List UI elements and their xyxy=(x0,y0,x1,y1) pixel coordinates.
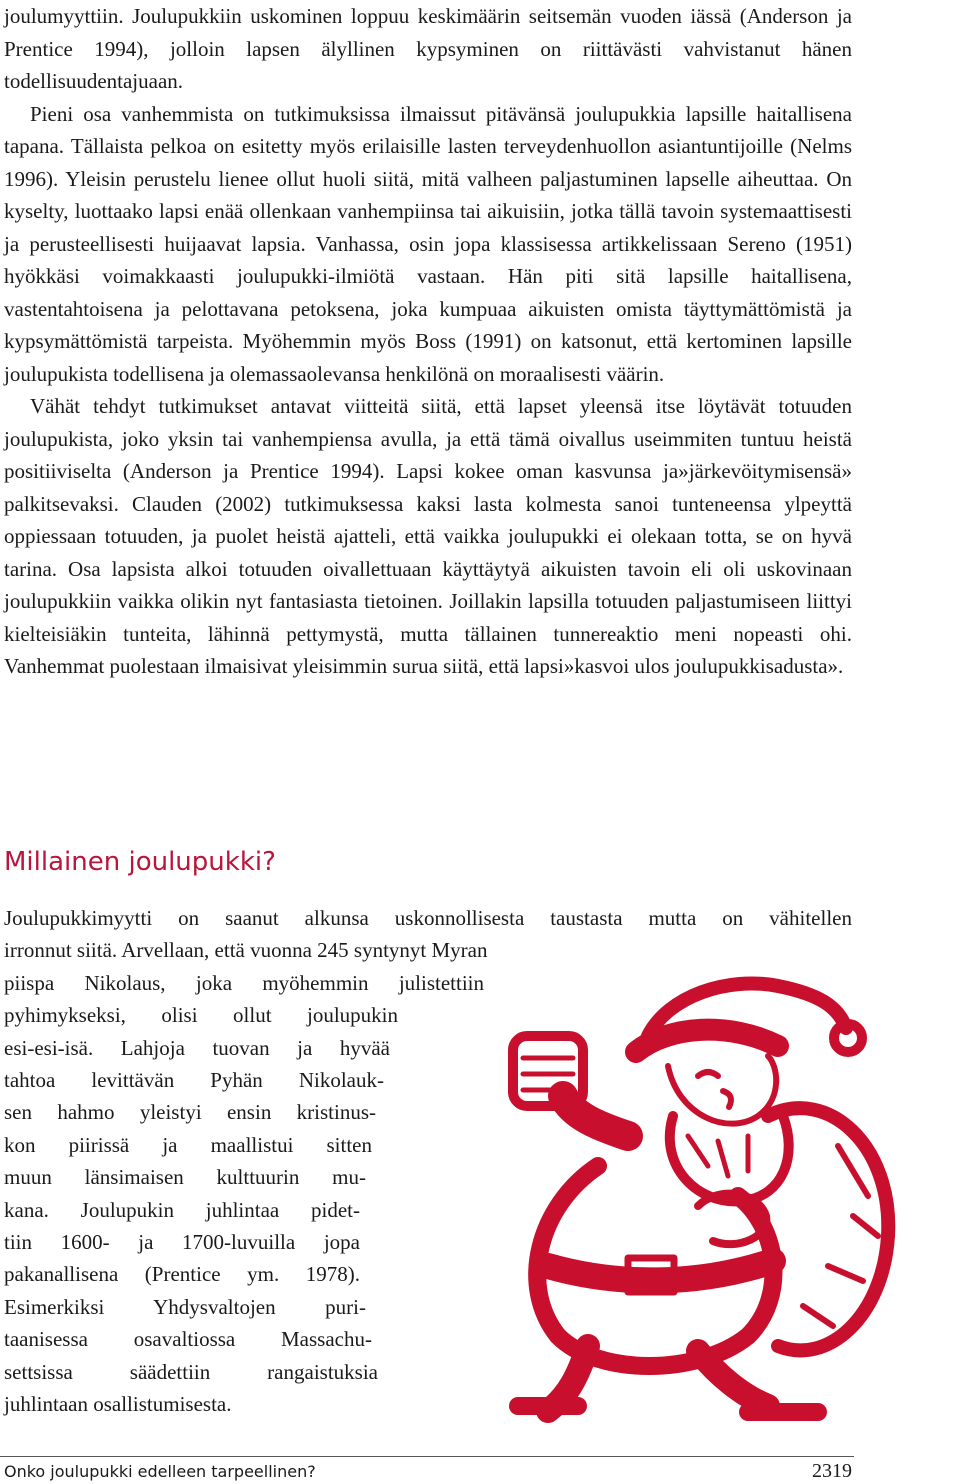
paragraph-1: joulumyyttiin. Joulupukkiin uskominen loppuu keskimäärin seitsemän vuoden iässä (Anderson ja Prentice 1994), jolloin lapsen älyllinen kypsyminen on riittävästi vahvistanut hänen todellisuudentajuaan. xyxy=(4,4,852,93)
text-line: kon piirissä ja maallistui sitten xyxy=(4,1132,372,1157)
hat-pompom xyxy=(834,1024,862,1052)
text-line: pakanallisena (Prentice ym. 1978). xyxy=(4,1262,360,1287)
paragraph-2: Pieni osa vanhemmista on tutkimuksissa ilmaissut pitävänsä joulupukkia lapsille haitallisena tapana. Tällaista pelkoa on esitetty myös erilaisille lasten terveydenhuollon asiantuntijoille (Nelms 1996). Yleisin perustelu lienee ollut huoli siitä, mitä valheen paljastuminen lapselle aiheuttaa. On kyselty, luottaako lapsi enää ollenkaan vanhempiinsa tai aikuisiin, jotka tällä tavoin systemaattisesti ja perusteellisesti huijaavat lapsia. Vanhassa, osin jopa klassisessa artikkelissaan Sereno (1951) hyökkäsi voimakkaasti joulupukki-ilmiötä vastaan. Hän piti sitä lapsille haitallisena, vastentahtoisena ja pelottavana petoksena, joka kumpuaa aikuisten omista täyttymättömistä ja kypsymättömistä tarpeista. Myöhemmin myös Boss (1991) on katsonut, että kertominen lapsille joulupukista todellisena ja olemassaolevansa henkilönä on moraalisesti väärin. xyxy=(4,101,852,386)
beard-stroke xyxy=(688,1136,748,1176)
text-line: piispa Nikolaus, joka myöhemmin julistettiin xyxy=(4,970,484,995)
footer-divider xyxy=(0,1456,854,1457)
text-line: sen hahmo yleistyi ensin kristinus- xyxy=(4,1100,376,1125)
text-line: tiin 1600- ja 1700-luvuilla jopa xyxy=(4,1230,360,1255)
santa-illustration xyxy=(398,966,898,1428)
nose xyxy=(723,1091,731,1107)
text-line: pyhimykseksi, olisi ollut joulupukin xyxy=(4,1003,398,1028)
text-line: kana. Joulupukin juhlintaa pidet- xyxy=(4,1197,360,1222)
eye xyxy=(698,1072,718,1076)
text-line: taanisessa osavaltiossa Massachu- xyxy=(4,1327,372,1352)
page-number: 2319 xyxy=(812,1460,852,1482)
article-body xyxy=(4,0,852,683)
beard xyxy=(670,1116,789,1201)
text-line: irronnut siitä. Arvellaan, että vuonna 245 syntynyt Myran xyxy=(4,938,488,963)
hat-brim xyxy=(636,1030,778,1052)
paragraph-3: Vähät tehdyt tutkimukset antavat viitteitä siitä, että lapset yleensä itse löytävät totuuden joulupukista, joko yksin tai vanhempiensa avulla, ja että tämä oivallus useimmiten tuntuu heistä positiiviselta (Anderson ja Prentice 1994). Lapsi kokee oman kasvunsa ja»järkevöitymisensä» palkitsevaksi. Clauden (2002) tutkimuksessa kaksi lasta kolmesta sanoi tunteneensa ylpeyttä oppiessaan totuuden, ja puolet heistä ajatteli, että vaikka joulupukki ei olekaan totta, se on hyvä tarina. Osa lapsista alkoi totuuden oivallettuaan käyttäytyä aikuisten tavoin eli oli uskovinaan joulupukkiin vaikka olikin nyt fantasiasta tietoinen. Joillakin lapsilla totuuden paljastumiseen liittyi kielteisiäkin tunteita, lähinnä pettymystä, mutta tällainen tunnereaktio meni nopeasti ohi. Vanhemmat puolestaan ilmaisivat yleisimmin surua siitä, että lapsi»kasvoi ulos joulupukkisadusta». xyxy=(4,394,852,678)
section-heading: Millainen joulupukki? xyxy=(4,847,276,877)
text-line: tahtoa levittävän Pyhän Nikolauk- xyxy=(4,1068,384,1093)
belt xyxy=(548,1261,773,1280)
text-line: juhlintaan osallistumisesta. xyxy=(4,1392,232,1417)
text-line: muun länsimaisen kulttuurin mu- xyxy=(4,1165,366,1190)
text-line: settsissa säädettiin rangaistuksia xyxy=(4,1359,378,1384)
leg-right xyxy=(698,1351,768,1406)
text-line: Esimerkiksi Yhdysvaltojen puri- xyxy=(4,1294,366,1319)
text-line: esi-esi-isä. Lahjoja tuovan ja hyvää xyxy=(4,1035,390,1060)
text-line: Joulupukkimyytti on saanut alkunsa uskonnollisesta taustasta mutta on vähitellen xyxy=(4,906,852,930)
footer-title: Onko joulupukki edelleen tarpeellinen? xyxy=(4,1462,316,1481)
